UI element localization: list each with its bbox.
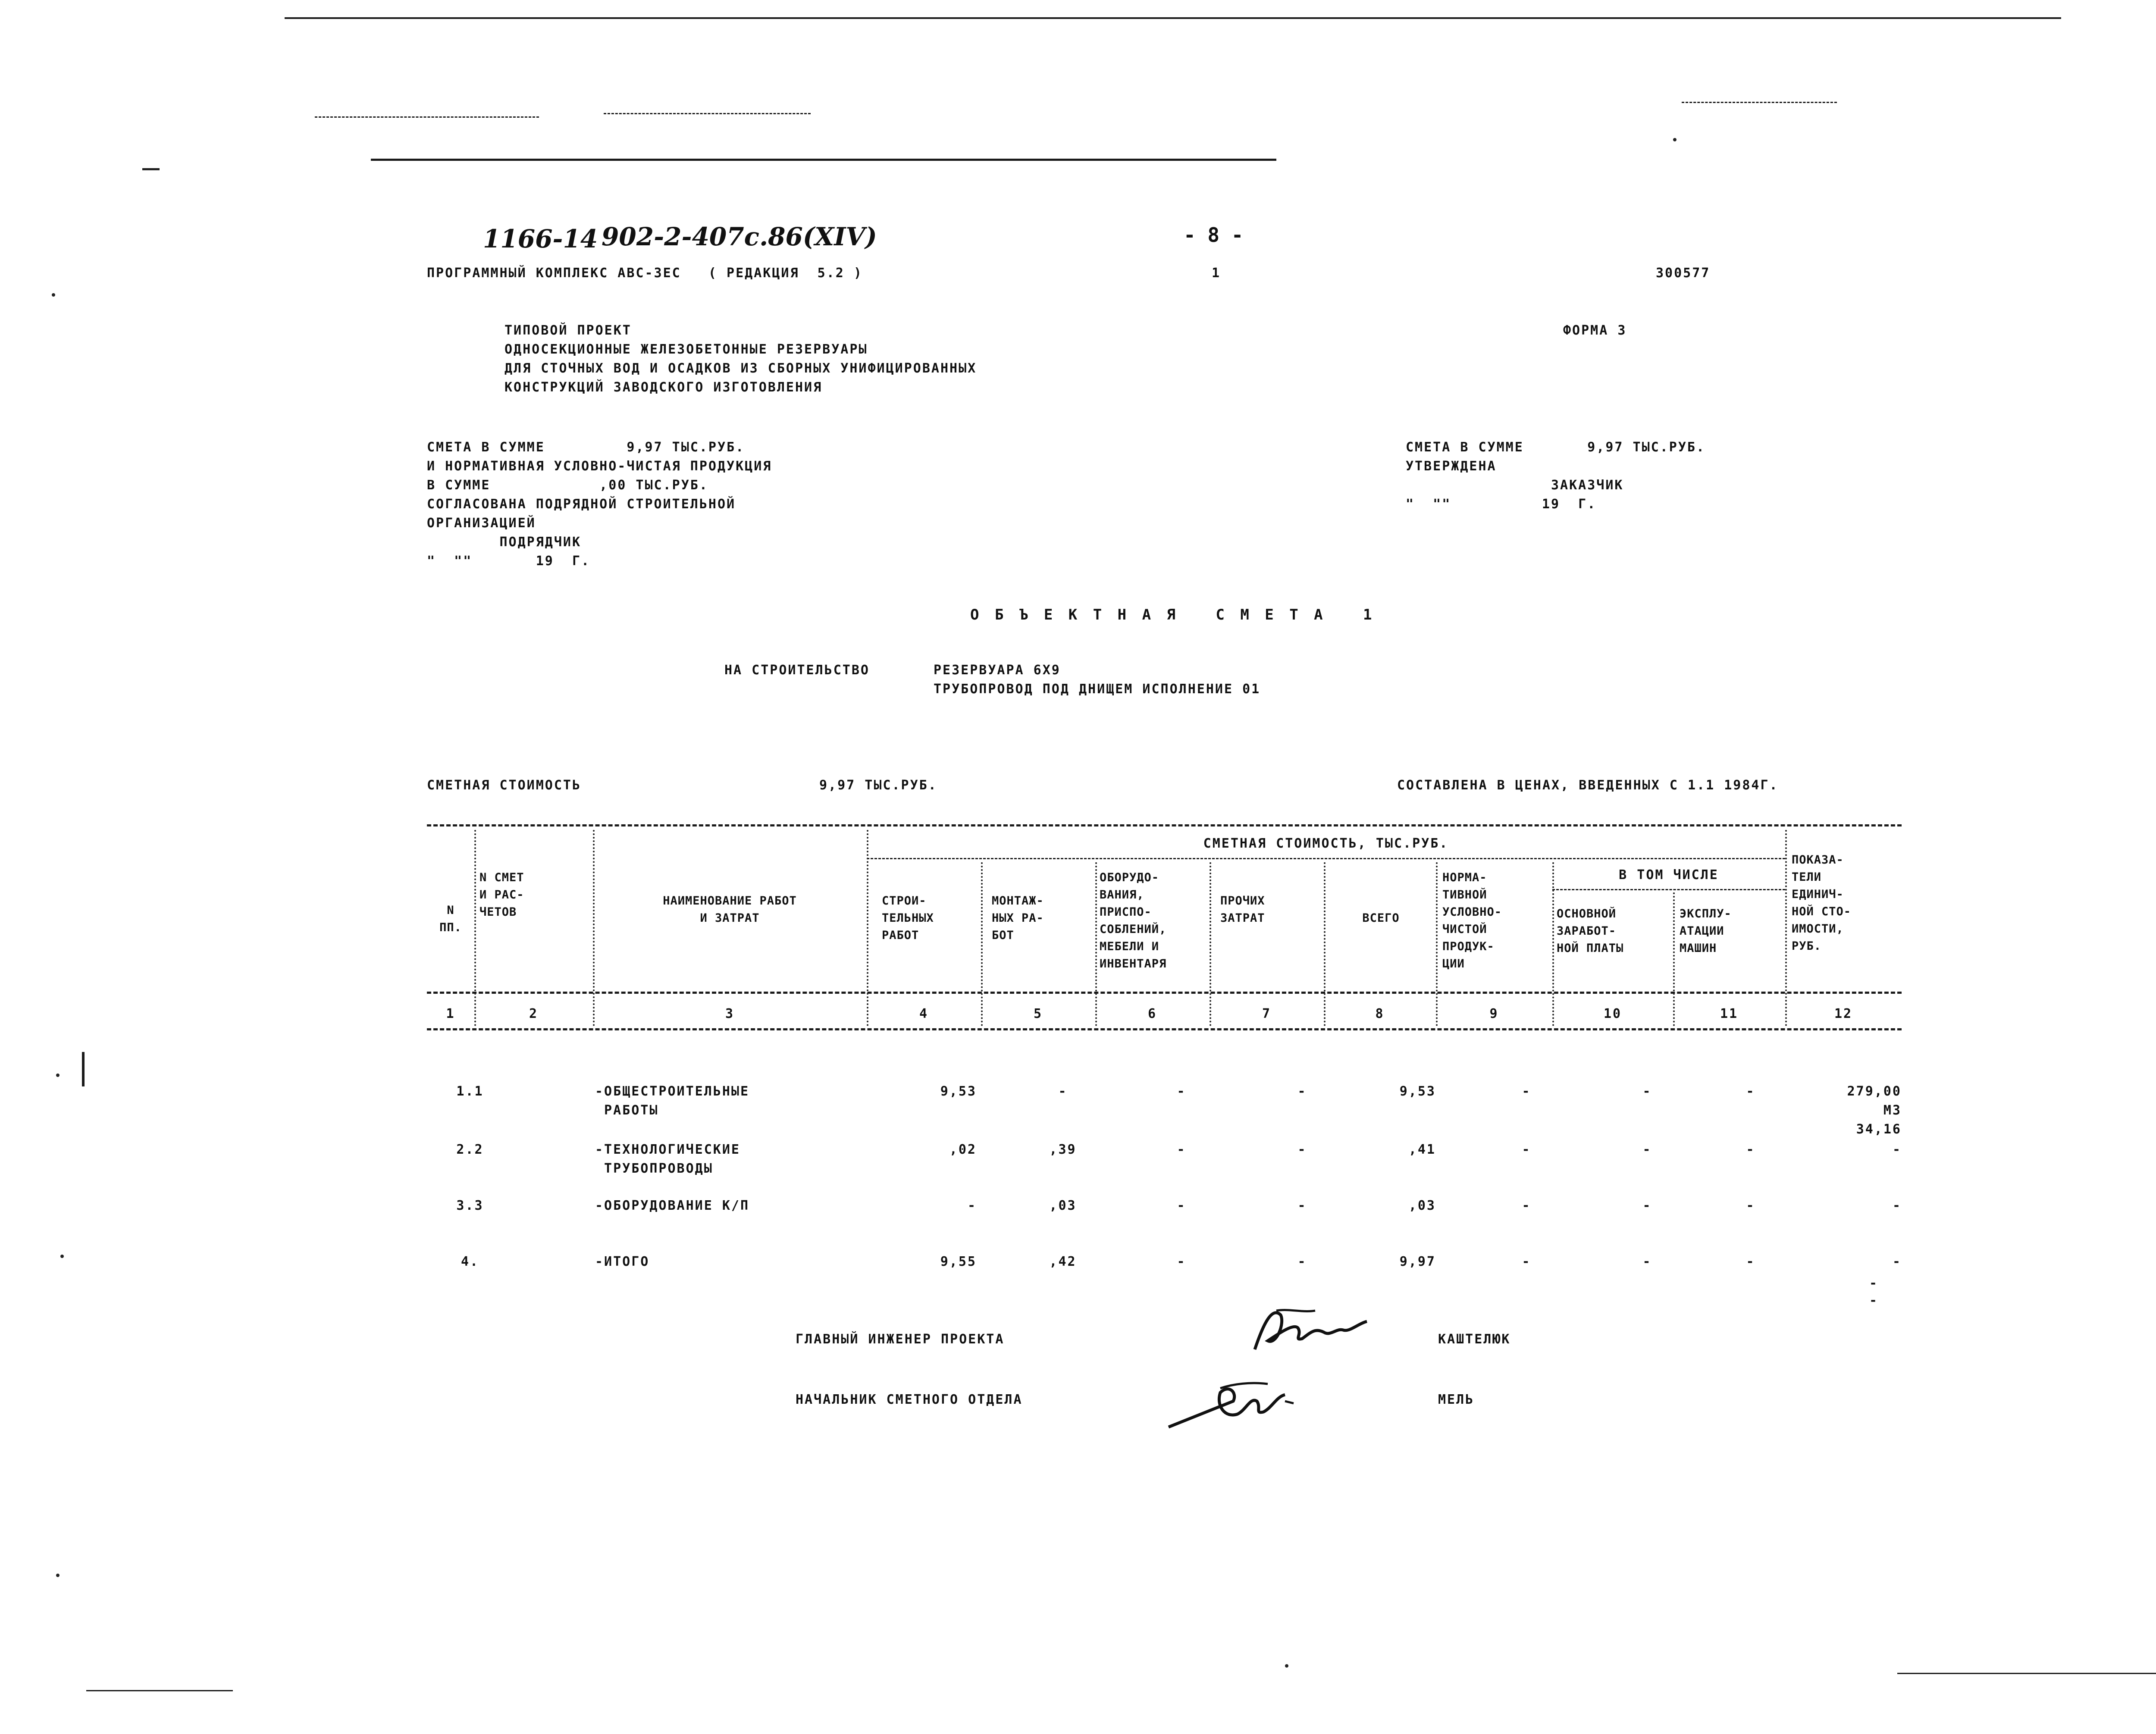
cell-unit-cost: - bbox=[1892, 1254, 1902, 1269]
row-number: 2.2 bbox=[456, 1142, 484, 1157]
cell-unit-cost: - bbox=[1892, 1198, 1902, 1213]
header-npp: N ПП. bbox=[439, 904, 462, 934]
cell-machines: - bbox=[1746, 1254, 1755, 1269]
column-separator bbox=[1210, 862, 1211, 1026]
right-block-line: СМЕТА В СУММЕ 9,97 ТЫС.РУБ. bbox=[1406, 440, 1706, 455]
row-number: 3.3 bbox=[456, 1198, 484, 1213]
row-number: 1.1 bbox=[456, 1084, 484, 1099]
trailing-dash: - bbox=[1869, 1276, 1879, 1291]
scan-speck bbox=[1673, 138, 1677, 141]
cell-total: 9,97 bbox=[1399, 1254, 1436, 1269]
scan-top-rule bbox=[285, 17, 2061, 19]
row-number: 4. bbox=[461, 1254, 479, 1269]
header-other: ПРОЧИХ ЗАТРАТ bbox=[1220, 894, 1265, 925]
handwritten-project-code: 902-2-407c.86(XIV) bbox=[602, 222, 877, 251]
row-name: -ИТОГО bbox=[595, 1254, 650, 1269]
right-block-line: " "" 19 Г. bbox=[1406, 497, 1597, 512]
scan-dash-mark bbox=[315, 116, 539, 118]
column-separator bbox=[867, 830, 868, 1026]
cell-total: 9,53 bbox=[1399, 1084, 1436, 1099]
signature-name: КАШТЕЛЮК bbox=[1438, 1332, 1511, 1347]
handwritten-ref: 1166-14 bbox=[483, 224, 598, 254]
scan-dash-mark bbox=[604, 113, 811, 114]
column-number: 12 bbox=[1834, 1006, 1853, 1021]
table-rule-group bbox=[867, 858, 1785, 859]
left-block-line: В СУММЕ ,00 ТЫС.РУБ. bbox=[427, 478, 708, 493]
left-block-line: СОГЛАСОВАНА ПОДРЯДНОЙ СТРОИТЕЛЬНОЙ bbox=[427, 497, 736, 512]
cell-wages: - bbox=[1642, 1084, 1652, 1099]
project-line: ОДНОСЕКЦИОННЫЕ ЖЕЛЕЗОБЕТОННЫЕ РЕЗЕРВУАРЫ bbox=[505, 342, 868, 357]
cost-value: 9,97 ТЫС.РУБ. bbox=[819, 778, 937, 793]
row-name: -ТЕХНОЛОГИЧЕСКИЕ ТРУБОПРОВОДЫ bbox=[595, 1142, 740, 1176]
column-separator bbox=[1436, 862, 1438, 1026]
signature-scribble-icon bbox=[1164, 1371, 1302, 1436]
table-rule-top bbox=[427, 824, 1902, 826]
cell-normative: - bbox=[1522, 1198, 1531, 1213]
column-number: 4 bbox=[919, 1006, 929, 1021]
header-wages: ОСНОВНОЙ ЗАРАБОТ- НОЙ ПЛАТЫ bbox=[1557, 907, 1624, 955]
cell-equipment: - bbox=[1177, 1198, 1186, 1213]
column-number: 2 bbox=[529, 1006, 539, 1021]
subject-line: РЕЗЕРВУАРА 6Х9 bbox=[934, 663, 1061, 678]
left-block-line: И НОРМАТИВНАЯ УСЛОВНО-ЧИСТАЯ ПРОДУКЦИЯ bbox=[427, 459, 772, 474]
cell-other: - bbox=[1297, 1198, 1307, 1213]
cell-wages: - bbox=[1642, 1142, 1652, 1157]
left-block-line: СМЕТА В СУММЕ 9,97 ТЫС.РУБ. bbox=[427, 440, 745, 455]
cell-construction: ,02 bbox=[949, 1142, 977, 1157]
project-line: КОНСТРУКЦИЙ ЗАВОДСКОГО ИЗГОТОВЛЕНИЯ bbox=[505, 380, 823, 395]
cell-installation: ,03 bbox=[1049, 1198, 1077, 1213]
column-number: 7 bbox=[1262, 1006, 1272, 1021]
cell-installation: ,42 bbox=[1049, 1254, 1077, 1269]
cell-equipment: - bbox=[1177, 1084, 1186, 1099]
header-estimate-no: N СМЕТ И РАС- ЧЕТОВ bbox=[479, 871, 524, 919]
cell-equipment: - bbox=[1177, 1254, 1186, 1269]
left-block-line: " "" 19 Г. bbox=[427, 554, 591, 569]
signature-role: НАЧАЛЬНИК СМЕТНОГО ОТДЕЛА bbox=[796, 1392, 1023, 1407]
trailing-dash: - bbox=[1869, 1293, 1879, 1308]
header-installation: МОНТАЖ- НЫХ РА- БОТ bbox=[992, 894, 1044, 942]
prices-note: СОСТАВЛЕНА В ЦЕНАХ, ВВЕДЕННЫХ С 1.1 1984Г. bbox=[1397, 778, 1779, 793]
sheet-number: 1 bbox=[1212, 266, 1221, 281]
column-separator bbox=[1324, 862, 1326, 1026]
left-block-line: ОРГАНИЗАЦИЕЙ bbox=[427, 516, 536, 531]
column-number: 9 bbox=[1489, 1006, 1499, 1021]
column-number: 8 bbox=[1375, 1006, 1385, 1021]
cell-equipment: - bbox=[1177, 1142, 1186, 1157]
cost-label: СМЕТНАЯ СТОИМОСТЬ bbox=[427, 778, 582, 793]
table-rule-numbers-bottom bbox=[427, 1028, 1902, 1030]
column-separator bbox=[981, 862, 983, 1026]
scan-edge-mark bbox=[82, 1052, 85, 1086]
cell-total: ,03 bbox=[1408, 1198, 1436, 1213]
subject-line: ТРУБОПРОВОД ПОД ДНИЩЕМ ИСПОЛНЕНИЕ 01 bbox=[934, 682, 1261, 697]
scan-edge-mark bbox=[86, 1690, 233, 1691]
signature-name: МЕЛЬ bbox=[1438, 1392, 1475, 1407]
column-number: 6 bbox=[1147, 1006, 1157, 1021]
project-line: ДЛЯ СТОЧНЫХ ВОД И ОСАДКОВ ИЗ СБОРНЫХ УНИФИЦИРОВАННЫХ bbox=[505, 361, 977, 376]
cell-wages: - bbox=[1642, 1254, 1652, 1269]
cell-other: - bbox=[1297, 1142, 1307, 1157]
cell-normative: - bbox=[1522, 1142, 1531, 1157]
scan-speck bbox=[56, 1574, 60, 1577]
cell-normative: - bbox=[1522, 1084, 1531, 1099]
cell-construction: 9,55 bbox=[940, 1254, 977, 1269]
program-line: ПРОГРАММНЫЙ КОМПЛЕКС АВС-3ЕС ( РЕДАКЦИЯ 5.2 ) bbox=[427, 266, 863, 281]
header-total: ВСЕГО bbox=[1362, 911, 1400, 925]
header-construction: СТРОИ- ТЕЛЬНЫХ РАБОТ bbox=[882, 894, 934, 942]
subgroup-header: В ТОМ ЧИСЛЕ bbox=[1619, 867, 1719, 883]
left-block-line: ПОДРЯДЧИК bbox=[427, 535, 582, 550]
project-line: ТИПОВОЙ ПРОЕКТ bbox=[505, 323, 632, 338]
cell-unit-cost: - bbox=[1892, 1142, 1902, 1157]
header-work-name: НАИМЕНОВАНИЕ РАБОТ И ЗАТРАТ bbox=[663, 894, 797, 925]
scan-speck bbox=[60, 1255, 64, 1258]
forma-label: ФОРМА 3 bbox=[1563, 323, 1627, 338]
header-machines: ЭКСПЛУ- АТАЦИИ МАШИН bbox=[1680, 907, 1732, 955]
right-block-line: ЗАКАЗЧИК bbox=[1406, 478, 1624, 493]
row-name: -ОБОРУДОВАНИЕ К/П bbox=[595, 1198, 750, 1213]
column-number: 11 bbox=[1720, 1006, 1739, 1021]
cell-wages: - bbox=[1642, 1198, 1652, 1213]
column-separator bbox=[1095, 862, 1097, 1026]
cell-total: ,41 bbox=[1408, 1142, 1436, 1157]
scan-dash-mark bbox=[1682, 102, 1837, 103]
scan-speck bbox=[1285, 1664, 1288, 1668]
scan-speck bbox=[52, 293, 55, 297]
right-block-line: УТВЕРЖДЕНА bbox=[1406, 459, 1497, 474]
subject-label: НА СТРОИТЕЛЬСТВО bbox=[724, 663, 870, 678]
table-rule-header-bottom bbox=[427, 992, 1902, 994]
signature-scribble-icon bbox=[1250, 1298, 1371, 1358]
column-separator bbox=[593, 830, 595, 1026]
program-code: 300577 bbox=[1656, 266, 1711, 281]
page-number: - 8 - bbox=[1184, 223, 1244, 247]
scan-rule bbox=[371, 159, 1276, 161]
cell-machines: - bbox=[1746, 1198, 1755, 1213]
column-number: 3 bbox=[725, 1006, 735, 1021]
signature-role: ГЛАВНЫЙ ИНЖЕНЕР ПРОЕКТА bbox=[796, 1332, 1005, 1347]
column-separator bbox=[474, 830, 476, 1026]
table-rule-subgroup bbox=[1552, 889, 1785, 890]
cell-unit-cost: 279,00 М3 34,16 bbox=[1847, 1084, 1902, 1137]
cell-machines: - bbox=[1746, 1084, 1755, 1099]
group-header: СМЕТНАЯ СТОИМОСТЬ, ТЫС.РУБ. bbox=[1203, 836, 1449, 851]
cell-normative: - bbox=[1522, 1254, 1531, 1269]
scan-edge-mark bbox=[1897, 1673, 2156, 1674]
column-separator bbox=[1785, 830, 1787, 1026]
column-number: 10 bbox=[1603, 1006, 1622, 1021]
header-normative: НОРМА- ТИВНОЙ УСЛОВНО- ЧИСТОЙ ПРОДУК- ЦИИ bbox=[1442, 871, 1502, 970]
cell-construction: 9,53 bbox=[940, 1084, 977, 1099]
cell-machines: - bbox=[1746, 1142, 1755, 1157]
cell-construction: - bbox=[967, 1198, 977, 1213]
scan-speck bbox=[56, 1074, 60, 1077]
cell-other: - bbox=[1297, 1254, 1307, 1269]
column-number: 5 bbox=[1033, 1006, 1043, 1021]
cell-installation: ,39 bbox=[1049, 1142, 1077, 1157]
scan-speck bbox=[142, 168, 160, 170]
header-equipment: ОБОРУДО- ВАНИЯ, ПРИСПО- СОБЛЕНИЙ, МЕБЕЛИ И ИНВЕНТАРЯ bbox=[1100, 871, 1167, 970]
header-unit-cost: ПОКАЗА- ТЕЛИ ЕДИНИЧ- НОЙ СТО- ИМОСТИ, РУБ. bbox=[1792, 853, 1852, 953]
document-title: О Б Ъ Е К Т Н А Я С М Е Т А 1 bbox=[970, 606, 1376, 623]
column-number: 1 bbox=[446, 1006, 455, 1021]
cell-other: - bbox=[1297, 1084, 1307, 1099]
column-separator bbox=[1552, 862, 1554, 1026]
cell-installation: - bbox=[1058, 1084, 1068, 1099]
row-name: -ОБЩЕСТРОИТЕЛЬНЫЕ РАБОТЫ bbox=[595, 1084, 750, 1118]
